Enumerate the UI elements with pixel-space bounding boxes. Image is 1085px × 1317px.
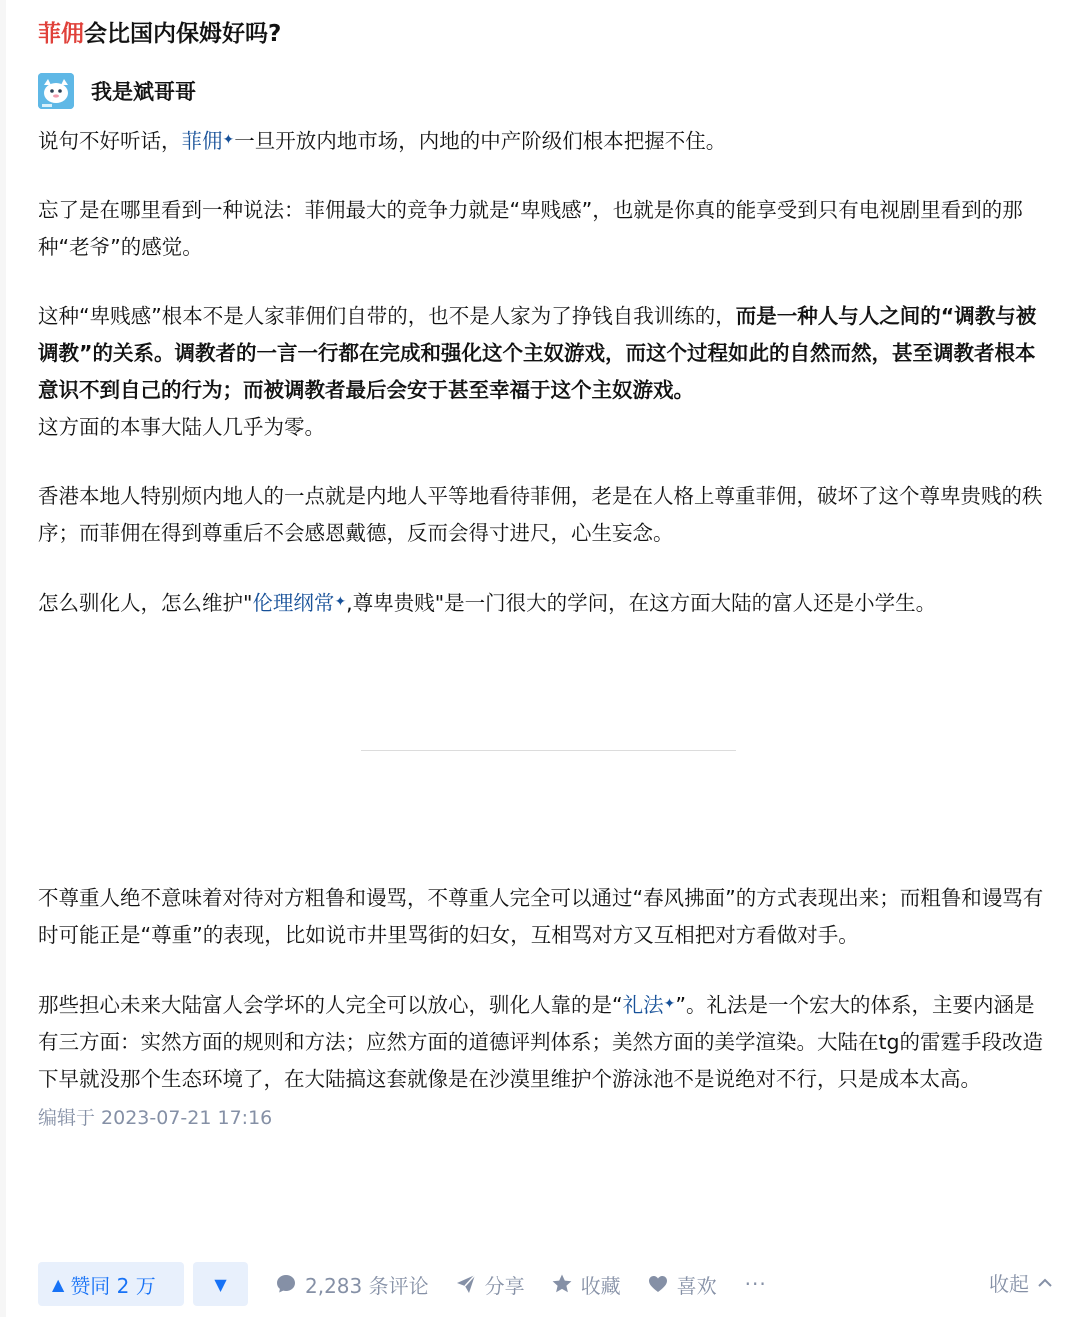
- upvote-label: 赞同 2 万: [70, 1273, 156, 1298]
- triangle-up-icon: ▲: [52, 1274, 65, 1294]
- sparkle-icon[interactable]: ✦: [334, 594, 347, 610]
- text: 一旦开放内地市场，内地的中产阶级们根本把握不住。: [234, 129, 727, 153]
- paragraph-3: [38, 298, 1050, 446]
- heart-icon: [647, 1273, 669, 1295]
- sparkle-icon[interactable]: ✦: [222, 132, 235, 148]
- collapse-label: 收起: [989, 1272, 1029, 1296]
- text: 这种“卑贱感”根本不是人家菲佣们自带的，也不是人家为了挣钱自我训练的，: [38, 304, 736, 328]
- paragraph-5: [38, 584, 1050, 622]
- like-label: 喜欢: [676, 1273, 717, 1298]
- text: 怎么驯化人，怎么维护": [38, 591, 253, 615]
- bold-text: 而是一种人与人之间的“调教与被调教”的关系。调教者的一言一行都在完成和强化这个主奴游戏，而这个过程如此的自然而然，甚至调教者根本意识不到自己的行为；而被调教者最后会安于甚至幸福于这个主奴游戏。: [38, 304, 1037, 402]
- author-name[interactable]: 我是斌哥哥: [91, 80, 196, 104]
- star-icon: [551, 1273, 573, 1295]
- author-info: [38, 72, 1050, 110]
- share-button[interactable]: [455, 1270, 525, 1299]
- like-button[interactable]: [647, 1270, 717, 1299]
- avatar-image-icon: [38, 73, 74, 109]
- more-options-icon[interactable]: ···: [744, 1272, 767, 1296]
- text: ”。礼法是一个宏大的体系，主要内涵是有三方面：实然方面的规则和方法；应然方面的道德评判体系；美然方面的美学渲染。大陆在tg的雷霆手段改造下早就没那个生态环境了，在大陆搞这套就像是在沙漠里维护个游泳池不是说绝对不行，只是成本太高。: [38, 993, 1044, 1091]
- collapse-button[interactable]: [989, 1268, 1053, 1297]
- chevron-up-icon: [1037, 1277, 1053, 1289]
- sparkle-icon[interactable]: ✦: [663, 996, 676, 1012]
- favorite-button[interactable]: [551, 1270, 621, 1299]
- paper-plane-icon: [455, 1273, 477, 1295]
- triangle-down-icon: ▼: [214, 1274, 227, 1294]
- keyword-link-lifa[interactable]: 礼法: [622, 993, 664, 1017]
- paragraph-7: [38, 986, 1050, 1098]
- answer-content: [38, 122, 1050, 1098]
- comment-count: 2,283 条评论: [305, 1273, 429, 1298]
- question-title-text[interactable]: 会比国内保姆好吗?: [84, 21, 282, 47]
- edited-timestamp[interactable]: 编辑于 2023-07-21 17:16: [38, 1107, 273, 1129]
- downvote-button[interactable]: [193, 1262, 248, 1306]
- left-gutter: [0, 0, 6, 1317]
- text: 说句不好听话，: [38, 129, 182, 153]
- keyword-link-feiyong[interactable]: 菲佣: [181, 129, 223, 153]
- comment-button[interactable]: [275, 1270, 429, 1299]
- answer-card: [38, 0, 1050, 1132]
- avatar[interactable]: [38, 73, 74, 109]
- text: 这方面的本事大陆人几乎为零。: [38, 415, 325, 439]
- divider-section: [38, 654, 1050, 880]
- upvote-button[interactable]: [38, 1262, 184, 1306]
- paragraph-2: 忘了是在哪里看到一种说法：菲佣最大的竞争力就是“卑贱感”，也就是你真的能享受到只有电视剧里看到的那种“老爷”的感觉。: [38, 198, 1023, 259]
- action-bar: [38, 1262, 1053, 1306]
- question-title[interactable]: [38, 18, 1050, 50]
- paragraph-4: 香港本地人特别烦内地人的一点就是内地人平等地看待菲佣，老是在人格上尊重菲佣，破坏了这个尊卑贵贱的秩序；而菲佣在得到尊重后不会感恩戴德，反而会得寸进尺，心生妄念。: [38, 484, 1043, 545]
- comment-bubble-icon: [275, 1273, 297, 1295]
- keyword-link-lunli[interactable]: 伦理纲常: [252, 591, 335, 615]
- text: ,尊卑贵贱"是一门很大的学问，在这方面大陆的富人还是小学生。: [346, 591, 937, 615]
- horizontal-divider: [361, 750, 736, 751]
- favorite-label: 收藏: [580, 1273, 621, 1298]
- paragraph-1: [38, 122, 1050, 160]
- question-title-highlight[interactable]: 菲佣: [38, 21, 84, 47]
- text: 那些担心未来大陆富人会学坏的人完全可以放心，驯化人靠的是“: [38, 993, 623, 1017]
- paragraph-6: 不尊重人绝不意味着对待对方粗鲁和谩骂，不尊重人完全可以通过“春风拂面”的方式表现出来；而粗鲁和谩骂有时可能正是“尊重”的表现，比如说市井里骂街的妇女，互相骂对方又互相把对方看做对手。: [38, 886, 1044, 947]
- share-label: 分享: [484, 1273, 525, 1298]
